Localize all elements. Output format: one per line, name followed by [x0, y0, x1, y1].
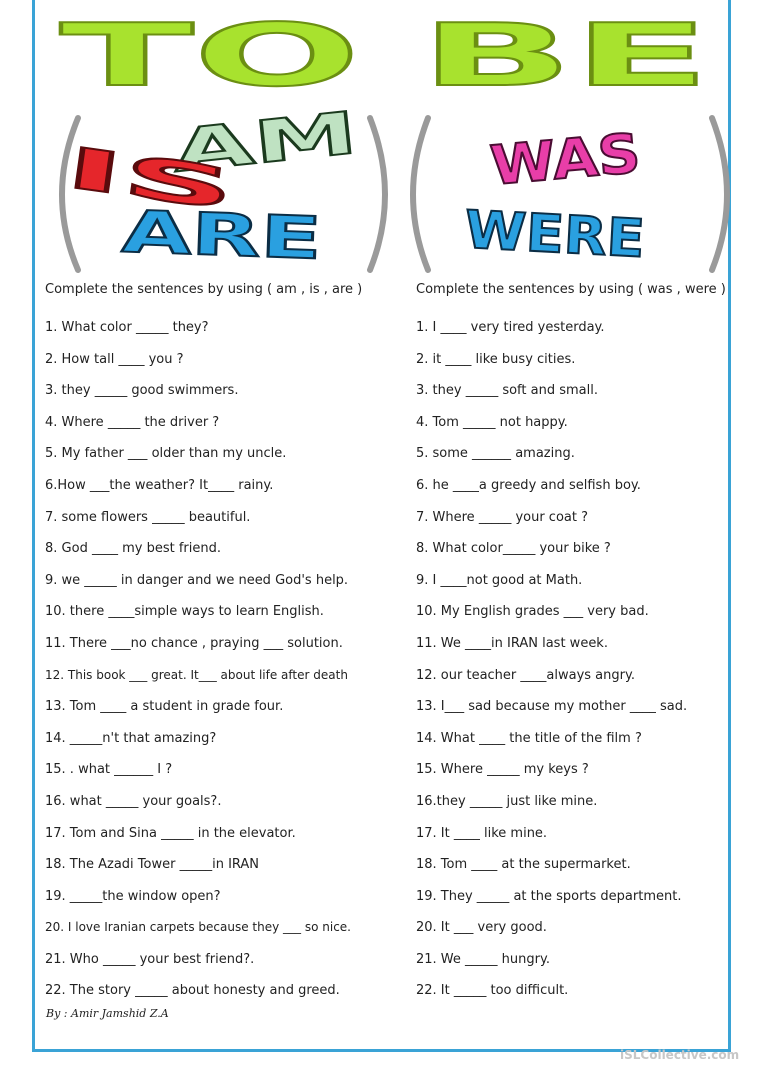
sentence-item: 1. I ____ very tired yesterday. — [416, 320, 605, 335]
sentence-item: 13. I___ sad because my mother ____ sad. — [416, 699, 688, 715]
sentence-item: 20. It ___ very good. — [416, 920, 547, 936]
sentence-item: 7. some flowers _____ beautiful. — [45, 509, 251, 525]
sentence-item: 16. what _____ your goals?. — [45, 793, 222, 809]
sentence-item: 9. we _____ in danger and we need God's help. — [45, 572, 349, 588]
past-instruction: Complete the sentences by using ( was , were ) — [416, 282, 726, 297]
sentence-item: 17. It ____ like mine. — [416, 825, 548, 841]
present-sentence-list — [45, 312, 395, 1007]
sentence-item: 22. The story _____ about honesty and greed. — [45, 983, 340, 999]
sentence-item: 14. What ____ the title of the film ? — [416, 730, 642, 746]
sentence-item: 10. there ____simple ways to learn English. — [45, 604, 324, 620]
sentence-item: 12. our teacher ____always angry. — [416, 667, 635, 683]
sentence-item: 13. Tom ____ a student in grade four. — [45, 699, 284, 715]
right-paren-close — [712, 118, 727, 270]
title-be: BE — [420, 6, 710, 106]
sentence-item: 2. How tall ____ you ? — [45, 351, 184, 367]
sentence-item: 16.they _____ just like mine. — [416, 793, 598, 809]
title-to: TO — [60, 6, 360, 106]
present-exercise-column — [45, 280, 395, 1007]
title-banner — [0, 0, 766, 280]
sentence-item: 5. some ______ amazing. — [416, 446, 575, 462]
sentence-item: 18. Tom ____ at the supermarket. — [416, 857, 631, 873]
present-instruction: Complete the sentences by using ( am , is , are ) — [45, 282, 363, 297]
word-was: WAS — [487, 122, 631, 198]
sentence-item: 6. he ____a greedy and selfish boy. — [416, 477, 641, 493]
sentence-item: 21. We _____ hungry. — [416, 951, 550, 967]
sentence-item: 18. The Azadi Tower _____in IRAN — [45, 857, 260, 873]
sentence-item: 3. they _____ good swimmers. — [45, 383, 239, 399]
word-am: AM — [169, 107, 279, 186]
sentence-item: 11. We ____in IRAN last week. — [416, 635, 608, 651]
sentence-item: 9. I ____not good at Math. — [416, 572, 583, 588]
sentence-item: 1. What color _____ they? — [45, 320, 209, 335]
sentence-item: 14. _____n't that amazing? — [45, 730, 217, 746]
sentence-item: 21. Who _____ your best friend?. — [45, 951, 255, 967]
word-is: IS — [61, 135, 131, 209]
sentence-item: 6.How ___the weather? It____ rainy. — [45, 477, 274, 493]
sentence-item: 19. _____the window open? — [45, 888, 221, 904]
sentence-item: 10. My English grades ___ very bad. — [416, 604, 649, 620]
right-paren-open — [413, 118, 428, 270]
word-are: ARE — [120, 197, 253, 270]
author-credit: By : Amir Jamshid Z.A — [46, 1007, 169, 1020]
left-paren-close — [370, 118, 385, 270]
past-sentence-list — [416, 312, 766, 1007]
sentence-item: 15. . what ______ I ? — [45, 762, 173, 778]
sentence-item: 17. Tom and Sina _____ in the elevator. — [45, 825, 296, 841]
word-were: WERE — [463, 200, 635, 270]
sentence-item: 3. they _____ soft and small. — [416, 383, 598, 399]
sentence-item: 11. There ___no chance , praying ___ solution. — [45, 635, 343, 651]
sentence-item: 15. Where _____ my keys ? — [416, 762, 589, 778]
sentence-item: 12. This book ___ great. It___ about life after death — [45, 667, 348, 682]
sentence-item: 8. God ____ my best friend. — [45, 541, 221, 557]
sentence-item: 22. It _____ too difficult. — [416, 983, 569, 999]
site-watermark: iSLCollective.com — [620, 1048, 740, 1062]
sentence-item: 7. Where _____ your coat ? — [416, 509, 589, 525]
sentence-item: 20. I love Iranian carpets because they ___ so nice. — [45, 920, 351, 935]
past-exercise-column — [416, 280, 766, 1007]
sentence-item: 4. Tom _____ not happy. — [416, 414, 568, 430]
sentence-item: 8. What color_____ your bike ? — [416, 541, 611, 557]
sentence-item: 4. Where _____ the driver ? — [45, 414, 220, 430]
sentence-item: 5. My father ___ older than my uncle. — [45, 446, 287, 462]
sentence-item: 2. it ____ like busy cities. — [416, 351, 576, 367]
sentence-item: 19. They _____ at the sports department. — [416, 888, 682, 904]
